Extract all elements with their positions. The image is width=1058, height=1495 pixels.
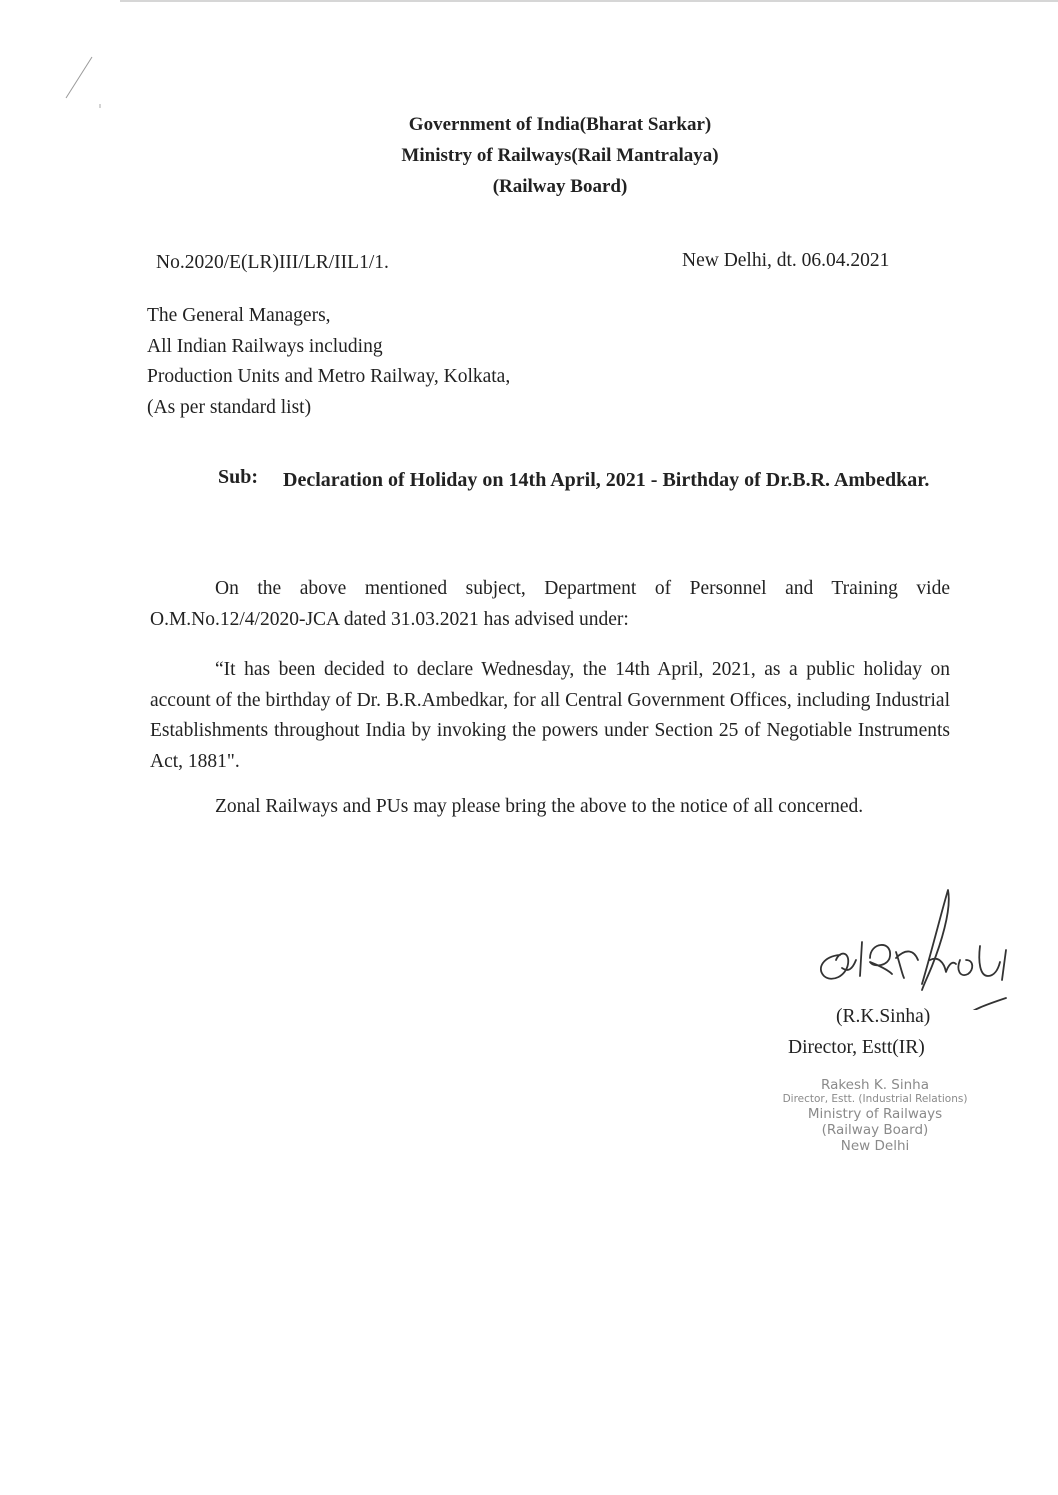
addressee-line: All Indian Railways including	[147, 335, 383, 357]
stamp-board: (Railway Board)	[821, 1122, 929, 1138]
handwritten-signature	[810, 880, 1040, 1010]
paragraph-intro: On the above mentioned subject, Department of Personnel and Training vide O.M.No.12/4/2020-JCA dated 31.03.2021 has advised under:	[150, 578, 950, 630]
paragraph-closing: Zonal Railways and PUs may please bring the above to the notice of all concerned.	[215, 796, 864, 817]
official-stamp	[770, 1077, 980, 1154]
addressee-line: The General Managers,	[147, 305, 331, 326]
subject-text: Declaration of Holiday on 14th April, 2021 - Birthday of Dr.B.R. Ambedkar.	[283, 469, 930, 491]
stamp-name: Rakesh K. Sinha	[820, 1077, 930, 1093]
stamp-city: New Delhi	[840, 1138, 910, 1154]
signatory-name: (R.K.Sinha)	[836, 1006, 931, 1027]
header-line-3: (Railway Board)	[492, 176, 628, 197]
header-line-2: Ministry of Railways(Rail Mantralaya)	[401, 145, 719, 166]
addressee-line: (As per standard list)	[147, 396, 312, 418]
stamp-ministry: Ministry of Railways	[807, 1106, 943, 1122]
addressee-block	[147, 301, 510, 423]
place-date: New Delhi, dt. 06.04.2021	[682, 250, 890, 271]
subject-label: Sub:	[218, 466, 259, 488]
header-line-1: Government of India(Bharat Sarkar)	[408, 114, 712, 135]
stamp-designation: Director, Estt. (Industrial Relations)	[782, 1093, 968, 1105]
paragraph-quote: “It has been decided to declare Wednesday, the 14th April, 2021, as a public holiday on account of the birthday of Dr. B.R.Ambedkar, for all Central Government Offices, including Industrial Establishments throughout India by invoking the powers under Section 25 of Negotiable Instruments Act, 1881".	[150, 659, 950, 772]
signatory-designation: Director, Estt(IR)	[788, 1037, 925, 1058]
addressee-line: Production Units and Metro Railway, Kolkata,	[147, 366, 511, 387]
letter-number: No.2020/E(LR)III/LR/IIL1/1.	[156, 252, 389, 273]
